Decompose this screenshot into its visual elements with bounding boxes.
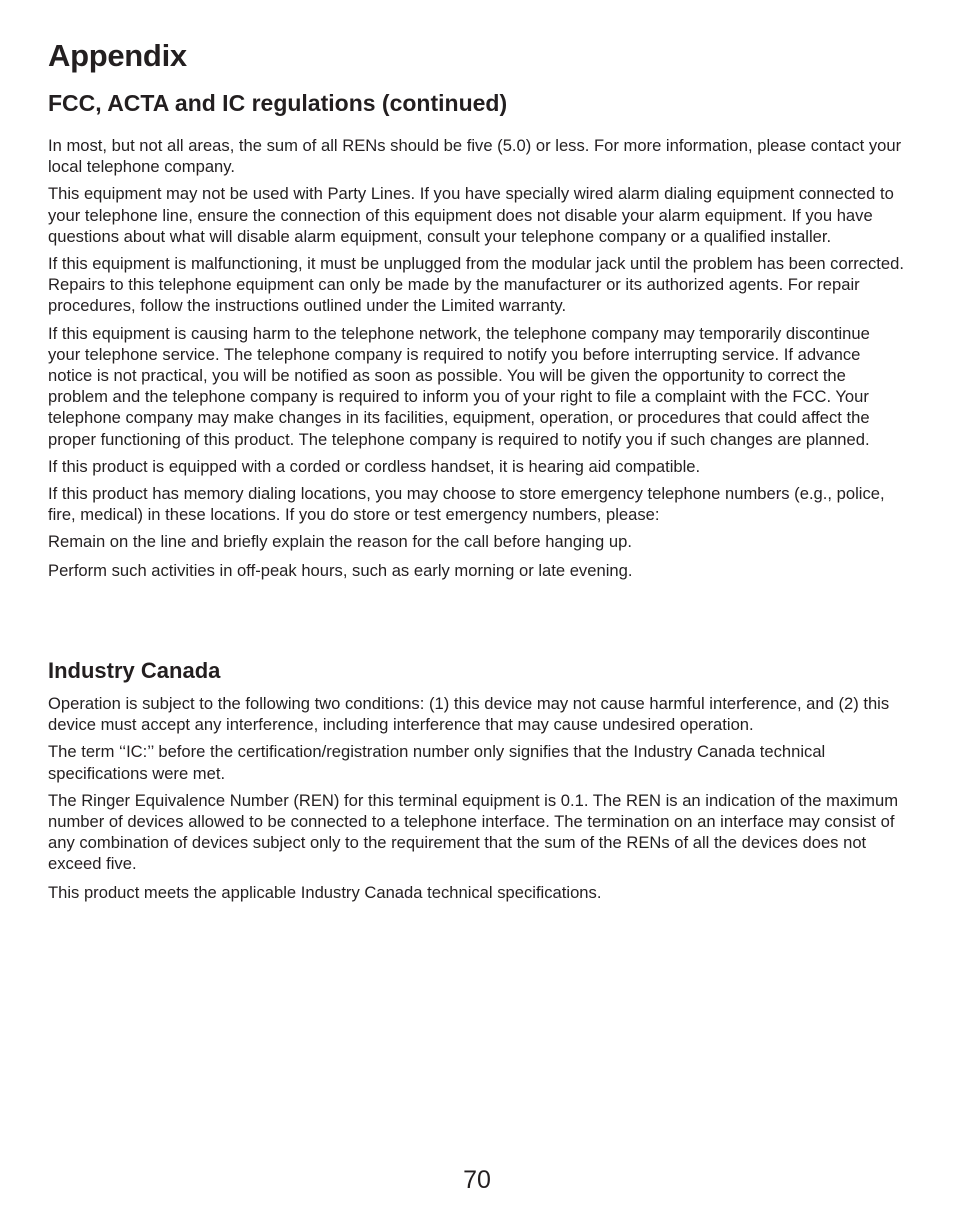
- page-title: Appendix: [48, 38, 187, 73]
- section-title: FCC, ACTA and IC regulations (continued): [48, 90, 508, 116]
- industry-canada-heading: Industry Canada: [48, 658, 221, 683]
- paragraph: In most, but not all areas, the sum of all RENs should be five (5.0) or less. For more information, please contact your local telephone company.: [48, 136, 902, 177]
- paragraph: The Ringer Equivalence Number (REN) for this terminal equipment is 0.1. The REN is an indication of the maximum number of devices allowed to be connected to a telephone interface. The termination on an interface may consist of any combination of devices subject only to the requirement that the sum of the RENs of all the devices does not exceed five.: [48, 790, 899, 874]
- paragraph: Remain on the line and briefly explain the reason for the call before hanging up.: [48, 532, 632, 552]
- paragraph: This product meets the applicable Industry Canada technical specifications.: [48, 882, 602, 902]
- fcc-section: [48, 135, 906, 587]
- paragraph: Perform such activities in off-peak hours, such as early morning or late evening.: [48, 560, 633, 580]
- paragraph: Operation is subject to the following two conditions: (1) this device may not cause harmful interference, and (2) this device must accept any interference, including interference that may cause undesired operation.: [48, 694, 890, 735]
- industry-canada-section: [48, 693, 906, 909]
- paragraph: If this product has memory dialing locations, you may choose to store emergency telephone numbers (e.g., police, fire, medical) in these locations. If you do store or test emergency numbers, please:: [48, 484, 885, 525]
- page-number: 70: [463, 1166, 491, 1194]
- paragraph: The term ‘‘IC:’’ before the certification/registration number only signifies that the Industry Canada technical specifications were met.: [48, 742, 826, 783]
- paragraph: If this equipment is malfunctioning, it must be unplugged from the modular jack until the problem has been corrected. Repairs to this telephone equipment can only be made by the manufacturer or its authorized agents. For repair procedures, follow the instructions outlined under the Limited warranty.: [48, 254, 904, 316]
- paragraph: If this product is equipped with a corded or cordless handset, it is hearing aid compatible.: [48, 456, 701, 476]
- paragraph: If this equipment is causing harm to the telephone network, the telephone company may temporarily discontinue your telephone service. The telephone company is required to notify you before interrupting service. If advance notice is not practical, you will be notified as soon as possible. You will be given the opportunity to correct the problem and the telephone company is required to inform you of your right to file a complaint with the FCC. Your telephone company may make changes in its facilities, equipment, operation, or procedures that could affect the proper functioning of this product. The telephone company is required to notify you if such changes are planned.: [48, 323, 870, 449]
- paragraph: This equipment may not be used with Party Lines. If you have specially wired alarm dialing equipment connected to your telephone line, ensure the connection of this equipment does not disable your alarm equipment. If you have questions about what will disable alarm equipment, consult your telephone company or a qualified installer.: [48, 184, 894, 246]
